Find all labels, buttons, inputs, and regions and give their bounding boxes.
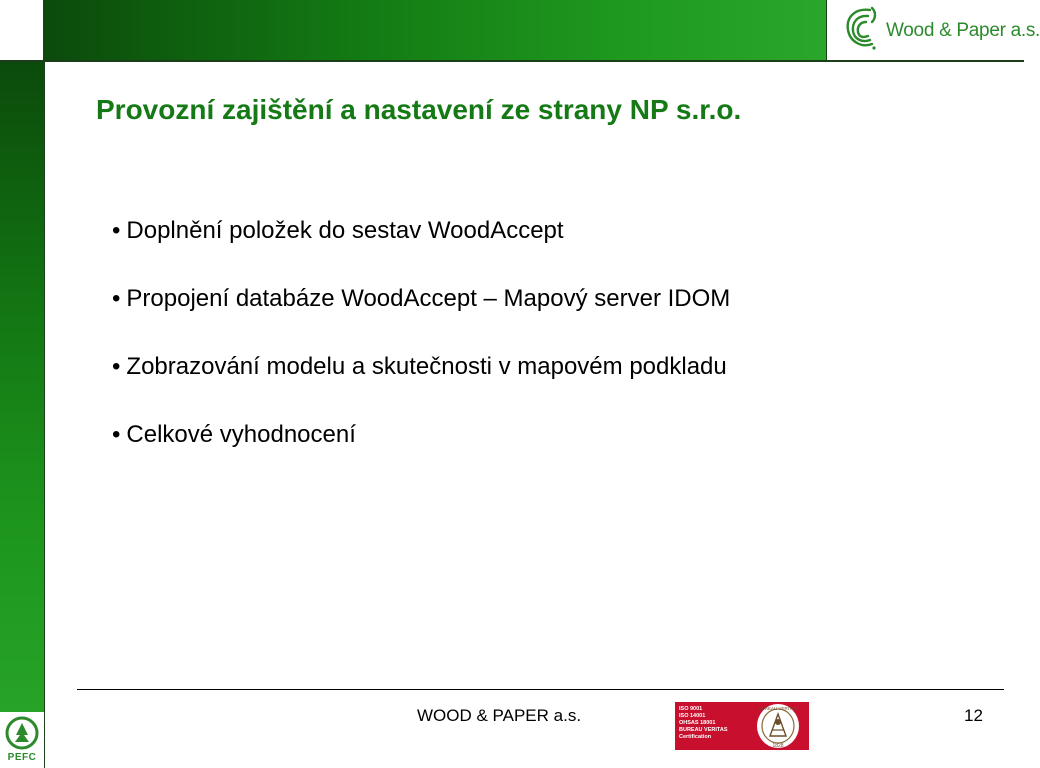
logo-text: Wood & Paper a.s.	[886, 19, 1040, 41]
page-number: 12	[964, 706, 983, 725]
bullet-item	[112, 282, 730, 350]
bullet-glyph: •	[112, 421, 121, 448]
cert-label-block	[675, 702, 748, 750]
cert-line: ISO 14001	[679, 713, 706, 719]
pefc-label: PEFC	[7, 752, 37, 763]
footer-company-name: WOOD & PAPER a.s.	[417, 706, 582, 725]
header-gradient-band	[44, 0, 826, 60]
cert-line: Certification	[679, 734, 712, 740]
left-sidebar-band	[0, 62, 45, 712]
header-divider	[0, 60, 1024, 62]
bullet-text: Doplnění položek do sestav WoodAccept	[126, 217, 564, 244]
bullet-list	[112, 214, 730, 486]
bullet-item	[112, 350, 730, 418]
bullet-glyph: •	[112, 285, 121, 312]
cert-seal-caption: BUREAU VERITAS	[758, 706, 798, 711]
pefc-tree-icon	[5, 716, 39, 755]
bullet-item	[112, 418, 730, 486]
company-logo	[840, 2, 1040, 59]
wood-paper-swirl-logo-icon	[840, 2, 880, 59]
cert-line: OHSAS 18001	[679, 720, 716, 726]
slide-title: Provozní zajištění a nastavení ze strany NP s.r.o.	[96, 94, 742, 125]
header-corner-box	[0, 0, 44, 60]
certification-badge	[675, 702, 809, 750]
bullet-text: Propojení databáze WoodAccept – Mapový server IDOM	[126, 285, 731, 312]
pefc-logo	[0, 712, 45, 768]
bullet-item	[112, 214, 730, 282]
bureau-veritas-seal-icon	[748, 702, 809, 750]
bullet-glyph: •	[112, 217, 121, 244]
bullet-text: Celkové vyhodnocení	[126, 421, 356, 448]
footer-divider	[77, 689, 1004, 690]
cert-line: BUREAU VERITAS	[679, 727, 728, 733]
cert-seal-year: 1828	[772, 743, 784, 749]
bullet-glyph: •	[112, 353, 121, 380]
bullet-text: Zobrazování modelu a skutečnosti v mapovém podkladu	[126, 353, 727, 380]
cert-line: ISO 9001	[679, 706, 703, 712]
